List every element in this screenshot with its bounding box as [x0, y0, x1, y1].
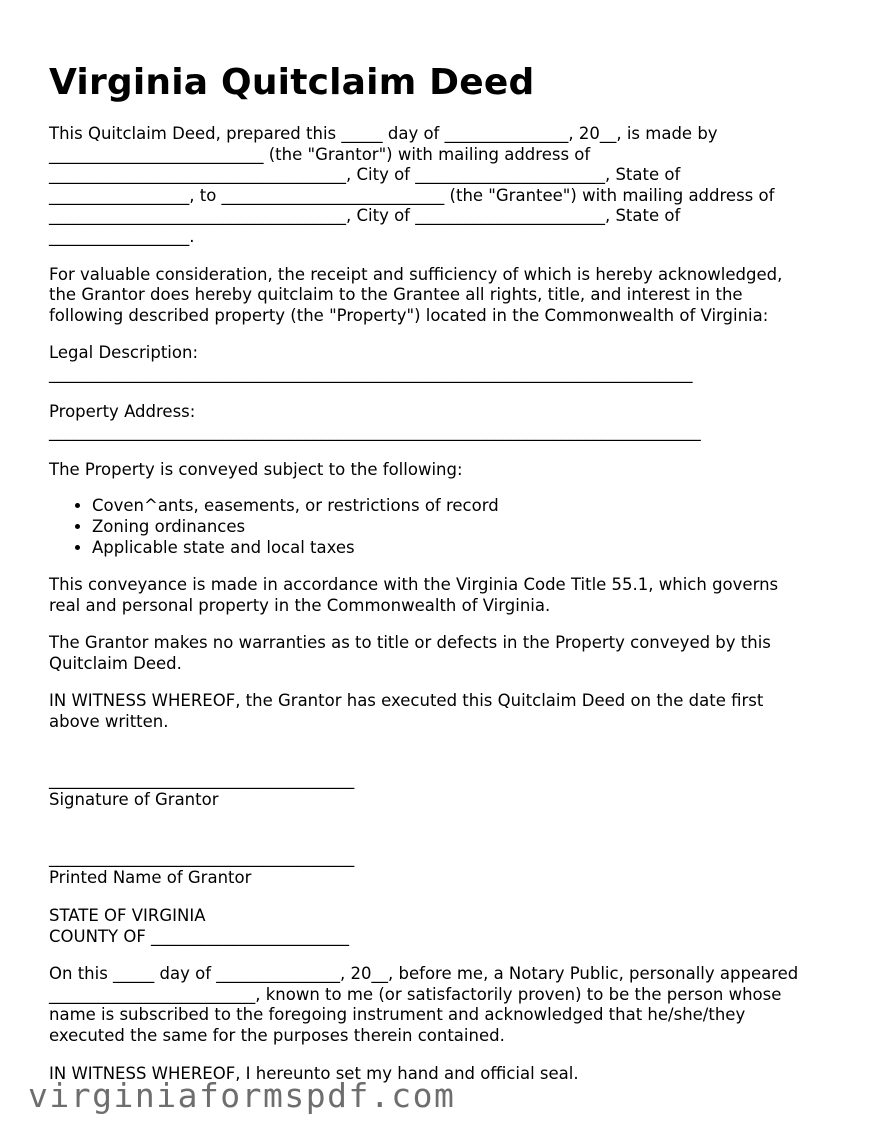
notary-witness-paragraph: IN WITNESS WHEREOF, I hereunto set my hand and official seal. [49, 1063, 579, 1083]
list-item: • Applicable state and local taxes [92, 538, 849, 559]
document-page [49, 58, 849, 1101]
property-address-blank: _______________________________________________________________________________ [49, 422, 701, 442]
printed-name-line: _____________________________________ [49, 847, 355, 867]
legal-description [49, 343, 849, 384]
signature-block [49, 750, 849, 811]
property-address-label: Property Address: [49, 401, 196, 421]
list-item: • Zoning ordinances [92, 517, 849, 538]
document-title: Virginia Quitclaim Deed [49, 62, 535, 103]
county-line: COUNTY OF ________________________ [49, 926, 350, 946]
printed-name-label: Printed Name of Grantor [49, 868, 252, 888]
list-item: • Coven^ants, easements, or restrictions of record [92, 496, 849, 517]
signature-line: _____________________________________ [49, 769, 355, 789]
consideration-paragraph: For valuable consideration, the receipt and sufficiency of which is hereby acknowledged, the Grantor does hereby quitclaim to the Grantee all rights, title, and interest in the following described property (the "Property") located in the Commonwealth of Virginia: [49, 264, 783, 325]
signature-label: Signature of Grantor [49, 790, 219, 810]
intro-line: ____________________________________, City of _______________________, State of [49, 206, 681, 226]
code-reference-paragraph: This conveyance is made in accordance with the Virginia Code Title 55.1, which governs real and personal property in the Commonwealth of Virginia. [49, 575, 779, 615]
state-line: STATE OF VIRGINIA [49, 906, 206, 926]
intro-line: ____________________________________, City of _______________________, State of [49, 165, 681, 185]
printed-name-block [49, 828, 849, 889]
grantor-witness-paragraph: IN WITNESS WHEREOF, the Grantor has executed this Quitclaim Deed on the date first above written. [49, 691, 764, 732]
watermark: virginiaformspdf.com [28, 1076, 456, 1115]
subject-to-list [49, 496, 849, 558]
property-address [49, 402, 849, 443]
intro-line: _________________, to ___________________________ (the "Grantee") with mailing address of [49, 185, 775, 205]
legal-description-label: Legal Description: [49, 343, 198, 363]
notary-venue [49, 906, 849, 947]
legal-description-blank: ______________________________________________________________________________ [49, 363, 693, 383]
intro-line: _________________. [49, 226, 195, 246]
no-warranty-paragraph: The Grantor makes no warranties as to title or defects in the Property conveyed by this Quitclaim Deed. [49, 633, 771, 673]
intro-paragraph [49, 124, 849, 248]
subject-to-intro: The Property is conveyed subject to the following: [49, 459, 463, 479]
notary-acknowledgment: On this _____ day of _______________, 20__, before me, a Notary Public, personally appeared _________________________, known to me (or satisfactorily proven) to be the person whose name is subscribed to the foregoing instrument and acknowledged that he/she/they executed the same for the purposes therein contained. [49, 964, 799, 1045]
intro-line: This Quitclaim Deed, prepared this _____ day of _______________, 20__, is made by [49, 124, 718, 143]
intro-line: __________________________ (the "Grantor") with mailing address of [49, 144, 591, 164]
